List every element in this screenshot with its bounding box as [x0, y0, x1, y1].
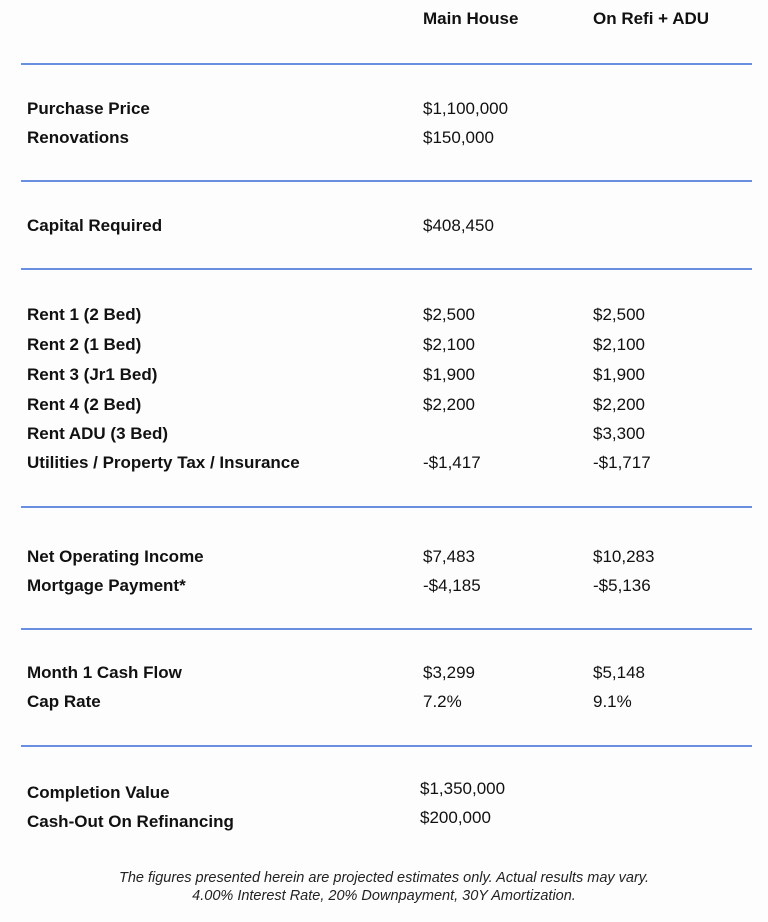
table-row [0, 395, 768, 417]
row-label: Utilities / Property Tax / Insurance [27, 453, 300, 472]
refi-adu-value: $2,100 [593, 335, 645, 354]
table-row [0, 808, 768, 834]
refi-adu-value: $3,300 [593, 424, 645, 443]
row-label: Rent 3 (Jr1 Bed) [27, 365, 158, 384]
divider [21, 628, 752, 630]
refi-adu-value: 9.1% [593, 692, 632, 711]
table-row [0, 365, 768, 387]
disclaimer: The figures presented herein are projected estimates only. Actual results may vary. [118, 870, 650, 886]
refi-adu-value: -$1,717 [593, 453, 651, 472]
refi-adu-value: $10,283 [593, 547, 655, 566]
main-house-value: $408,450 [423, 216, 494, 235]
row-label: Capital Required [27, 216, 163, 235]
table-row [0, 453, 768, 475]
table-row [0, 128, 768, 150]
refi-adu-value: $5,148 [593, 663, 645, 682]
loan-terms-note: 4.00% Interest Rate, 20% Downpayment, 30Y Amortization. [192, 888, 576, 904]
table-row [0, 576, 768, 598]
row-label: Renovations [27, 128, 130, 147]
refi-adu-value: $2,500 [593, 305, 645, 324]
row-label: Rent 1 (2 Bed) [27, 305, 142, 324]
column-header-main-house: Main House [423, 9, 519, 28]
refi-adu-value: $1,900 [593, 365, 645, 384]
main-house-value: $200,000 [420, 808, 491, 827]
table-row [0, 424, 768, 446]
main-house-value: $1,350,000 [420, 779, 506, 798]
refi-adu-value: -$5,136 [593, 576, 651, 595]
row-label: Completion Value [27, 783, 170, 802]
refi-adu-value: $2,200 [593, 395, 645, 414]
row-label: Rent 4 (2 Bed) [27, 395, 142, 414]
main-house-value: $1,100,000 [423, 99, 509, 118]
table-row [0, 335, 768, 357]
row-label: Mortgage Payment* [27, 576, 186, 595]
main-house-value: $1,900 [423, 365, 475, 384]
main-house-value: $2,100 [423, 335, 475, 354]
table-row [0, 692, 768, 714]
main-house-value: -$1,417 [423, 453, 481, 472]
main-house-value: 7.2% [423, 692, 462, 711]
table-row [0, 779, 768, 805]
main-house-value: $3,299 [423, 663, 475, 682]
divider [21, 506, 752, 508]
row-label: Cash-Out On Refinancing [27, 812, 234, 831]
divider [21, 745, 752, 747]
table-row [0, 216, 768, 238]
table-row [0, 663, 768, 685]
row-label: Rent ADU (3 Bed) [27, 424, 169, 443]
column-header-on-refi-adu: On Refi + ADU [593, 9, 710, 28]
table-row [0, 305, 768, 327]
main-house-value: $2,200 [423, 395, 475, 414]
main-house-value: $150,000 [423, 128, 494, 147]
divider [21, 63, 752, 65]
table-row [0, 99, 768, 121]
row-label: Rent 2 (1 Bed) [27, 335, 142, 354]
divider [21, 180, 752, 182]
table-row [0, 547, 768, 569]
row-label: Net Operating Income [27, 547, 204, 566]
main-house-value: -$4,185 [423, 576, 481, 595]
main-house-value: $7,483 [423, 547, 475, 566]
row-label: Purchase Price [27, 99, 150, 118]
main-house-value: $2,500 [423, 305, 475, 324]
row-label: Cap Rate [27, 692, 101, 711]
row-label: Month 1 Cash Flow [27, 663, 182, 682]
divider [21, 268, 752, 270]
